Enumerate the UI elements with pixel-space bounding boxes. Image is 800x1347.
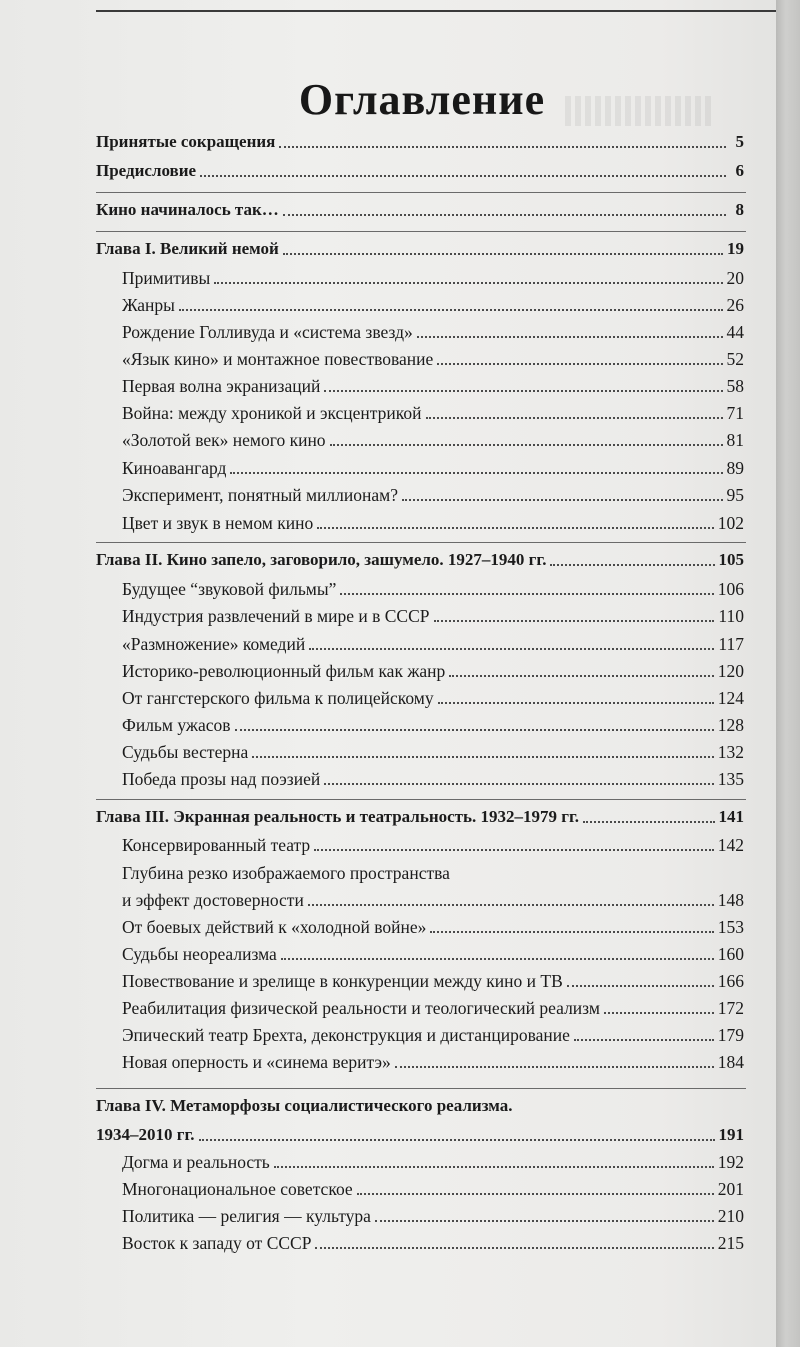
dot-leader bbox=[314, 848, 714, 851]
toc-page-number: 128 bbox=[717, 715, 744, 735]
toc-entry[interactable] bbox=[122, 968, 744, 994]
toc-page-number: 44 bbox=[726, 322, 744, 342]
toc-page-number: 117 bbox=[718, 634, 744, 654]
dot-leader bbox=[324, 389, 722, 392]
dot-leader bbox=[235, 728, 714, 731]
dot-leader bbox=[574, 1038, 714, 1041]
dot-leader bbox=[308, 903, 714, 906]
page-edge bbox=[776, 0, 800, 1347]
toc-entry[interactable] bbox=[122, 319, 744, 345]
dot-leader bbox=[567, 984, 714, 987]
toc-page-number: 102 bbox=[717, 513, 744, 533]
toc-entry[interactable] bbox=[122, 631, 744, 657]
toc-entry-title: Индустрия развлечений в мире и в СССР bbox=[122, 606, 430, 626]
toc-entry-title: Судьбы вестерна bbox=[122, 742, 249, 762]
dot-leader bbox=[309, 647, 714, 650]
toc-entry-title: Жанры bbox=[122, 295, 175, 315]
dot-leader bbox=[230, 471, 722, 474]
toc-entry-title: Консервированный театр bbox=[122, 835, 311, 855]
dot-leader bbox=[449, 674, 713, 677]
dot-leader bbox=[200, 174, 726, 177]
dot-leader bbox=[340, 592, 713, 595]
toc-entry[interactable] bbox=[122, 685, 744, 711]
toc-entry[interactable] bbox=[122, 766, 744, 792]
toc-page-number: 215 bbox=[717, 1233, 744, 1253]
toc-page-number: 179 bbox=[717, 1025, 744, 1045]
toc-entry[interactable] bbox=[122, 346, 744, 372]
dot-leader bbox=[330, 443, 723, 446]
toc-entry[interactable] bbox=[122, 373, 744, 399]
toc-entry-title: Догма и реальность bbox=[122, 1152, 270, 1172]
toc-entry[interactable] bbox=[122, 941, 744, 967]
toc-entry[interactable] bbox=[122, 482, 744, 508]
toc-entry-intro[interactable] bbox=[96, 197, 744, 223]
dot-leader bbox=[550, 563, 714, 566]
toc-entry-title: Война: между хроникой и эксцентрикой bbox=[122, 403, 422, 423]
dot-leader bbox=[430, 930, 713, 933]
toc-entry[interactable] bbox=[122, 995, 744, 1021]
dot-leader bbox=[283, 252, 723, 255]
dot-leader bbox=[281, 957, 714, 960]
toc-chapter-1[interactable] bbox=[96, 236, 744, 262]
toc-entry[interactable] bbox=[122, 1230, 744, 1256]
dot-leader bbox=[438, 701, 714, 704]
toc-page-number: 8 bbox=[735, 200, 744, 219]
toc-entry[interactable] bbox=[122, 1049, 744, 1075]
dot-leader bbox=[199, 1138, 715, 1141]
toc-entry-title: Глава II. Кино запело, заговорило, зашумело. 1927–1940 гг. bbox=[96, 550, 547, 569]
toc-entry[interactable] bbox=[122, 603, 744, 629]
toc-entry[interactable] bbox=[122, 427, 744, 453]
toc-entry-title: Эксперимент, понятный миллионам? bbox=[122, 485, 398, 505]
toc-entry[interactable] bbox=[122, 1022, 744, 1048]
dot-leader bbox=[375, 1219, 714, 1222]
toc-entry-title: Глава III. Экранная реальность и театральность. 1932–1979 гг. bbox=[96, 807, 580, 826]
toc-entry-title: Победа прозы над поэзией bbox=[122, 769, 321, 789]
toc-entry-title: Новая оперность и «синема веритэ» bbox=[122, 1052, 391, 1072]
toc-page-number: 184 bbox=[717, 1052, 744, 1072]
toc-entry-abbreviations[interactable] bbox=[96, 129, 744, 155]
toc-page-number: 192 bbox=[717, 1152, 744, 1172]
toc-page-number: 20 bbox=[726, 268, 744, 288]
toc-entry-title: Глава I. Великий немой bbox=[96, 239, 279, 258]
toc-entry[interactable] bbox=[122, 1149, 744, 1175]
toc-entry[interactable] bbox=[122, 832, 744, 858]
dot-leader bbox=[434, 619, 715, 622]
toc-page-number: 58 bbox=[726, 376, 744, 396]
toc-entry[interactable] bbox=[122, 455, 744, 481]
toc-entry[interactable] bbox=[122, 914, 744, 940]
section-divider bbox=[96, 192, 746, 193]
toc-entry-title: Фильм ужасов bbox=[122, 715, 231, 735]
toc-page-number: 19 bbox=[727, 239, 744, 258]
page-title: Оглавление bbox=[298, 75, 546, 124]
toc-entry-title: Судьбы неореализма bbox=[122, 944, 277, 964]
toc-page-number: 210 bbox=[717, 1206, 744, 1226]
toc-page-number: 124 bbox=[717, 688, 744, 708]
toc-entry-title: Принятые сокращения bbox=[96, 132, 276, 151]
toc-page-number: 95 bbox=[726, 485, 744, 505]
dot-leader bbox=[317, 526, 714, 529]
toc-entry[interactable] bbox=[122, 712, 744, 738]
toc-page-number: 71 bbox=[726, 403, 744, 423]
toc-entry-title: Кино начиналось так… bbox=[96, 200, 279, 219]
toc-page-number: 160 bbox=[717, 944, 744, 964]
section-divider bbox=[96, 542, 746, 543]
toc-page-number: 135 bbox=[717, 769, 744, 789]
toc-entry-title: Реабилитация физической реальности и теологический реализм bbox=[122, 998, 600, 1018]
toc-page-number: 191 bbox=[718, 1125, 744, 1144]
dot-leader bbox=[583, 820, 714, 823]
dot-leader bbox=[283, 213, 726, 216]
dot-leader bbox=[179, 308, 723, 311]
dot-leader bbox=[324, 782, 714, 785]
section-divider bbox=[96, 799, 746, 800]
toc-entry-title: Восток к западу от СССР bbox=[122, 1233, 312, 1253]
dot-leader bbox=[357, 1192, 714, 1195]
toc-entry-title: Повествование и зрелище в конкуренции между кино и ТВ bbox=[122, 971, 563, 991]
toc-entry-title: Историко-революционный фильм как жанр bbox=[122, 661, 446, 681]
toc-page-number: 105 bbox=[718, 550, 744, 569]
dot-leader bbox=[426, 416, 723, 419]
toc-entry-title: Многонациональное советское bbox=[122, 1179, 353, 1199]
toc-page-number: 81 bbox=[726, 430, 744, 450]
toc-entry[interactable] bbox=[122, 739, 744, 765]
toc-entry-title: Примитивы bbox=[122, 268, 211, 288]
toc-entry[interactable] bbox=[122, 265, 744, 291]
toc-page-number: 106 bbox=[717, 579, 744, 599]
toc-entry-preface[interactable] bbox=[96, 158, 744, 184]
toc-entry-title: Будущее “звуковой фильмы” bbox=[122, 579, 337, 599]
toc-entry-title: и эффект достоверности bbox=[122, 890, 304, 910]
toc-entry-first-line[interactable]: Глубина резко изображаемого пространства bbox=[122, 863, 450, 883]
toc-entry[interactable] bbox=[122, 292, 744, 318]
toc-entry-title: Политика — религия — культура bbox=[122, 1206, 371, 1226]
dot-leader bbox=[252, 755, 714, 758]
toc-page-number: 120 bbox=[717, 661, 744, 681]
toc-page-number: 132 bbox=[717, 742, 744, 762]
dot-leader bbox=[417, 335, 723, 338]
toc-entry-title: Цвет и звук в немом кино bbox=[122, 513, 314, 533]
toc-page-number: 26 bbox=[726, 295, 744, 315]
toc-page-number: 141 bbox=[718, 807, 744, 826]
toc-page-number: 148 bbox=[717, 890, 744, 910]
toc-entry-title: Первая волна экранизаций bbox=[122, 376, 321, 396]
toc-chapter-3[interactable] bbox=[96, 804, 744, 830]
dot-leader bbox=[604, 1011, 714, 1014]
toc-chapter-4[interactable] bbox=[96, 1122, 744, 1148]
toc-entry[interactable] bbox=[122, 1176, 744, 1202]
toc-chapter-4-first-line[interactable]: Глава IV. Метаморфозы социалистического реализма. bbox=[96, 1096, 513, 1115]
dot-leader bbox=[395, 1065, 714, 1068]
dot-leader bbox=[315, 1246, 713, 1249]
toc-entry-title: Киноавангард bbox=[122, 458, 227, 478]
toc-entry-title: Рождение Голливуда и «система звезд» bbox=[122, 322, 413, 342]
toc-entry-title: «Размножение» комедий bbox=[122, 634, 306, 654]
toc-entry[interactable] bbox=[122, 887, 744, 913]
section-divider bbox=[96, 1088, 746, 1089]
toc-page-number: 89 bbox=[726, 458, 744, 478]
toc-page-number: 153 bbox=[717, 917, 744, 937]
toc-page-number: 172 bbox=[717, 998, 744, 1018]
toc-entry[interactable] bbox=[122, 400, 744, 426]
toc-entry[interactable] bbox=[122, 1203, 744, 1229]
dot-leader bbox=[402, 498, 723, 501]
toc-entry-title: От боевых действий к «холодной войне» bbox=[122, 917, 427, 937]
toc-page-number: 142 bbox=[717, 835, 744, 855]
toc-page-number: 52 bbox=[726, 349, 744, 369]
toc-entry[interactable] bbox=[122, 576, 744, 602]
dot-leader bbox=[214, 281, 722, 284]
toc-page-number: 166 bbox=[717, 971, 744, 991]
toc-entry-title: Эпический театр Брехта, деконструкция и дистанцирование bbox=[122, 1025, 570, 1045]
dot-leader bbox=[274, 1165, 714, 1168]
section-divider bbox=[96, 231, 746, 232]
toc-page-number: 6 bbox=[735, 161, 744, 180]
toc-page-number: 5 bbox=[735, 132, 744, 151]
toc-entry[interactable] bbox=[122, 658, 744, 684]
toc-entry-title: 1934–2010 гг. bbox=[96, 1125, 195, 1144]
toc-page-number: 201 bbox=[717, 1179, 744, 1199]
toc-entry-title: От гангстерского фильма к полицейскому bbox=[122, 688, 434, 708]
toc-entry-title: «Золотой век» немого кино bbox=[122, 430, 326, 450]
toc-entry-title: «Язык кино» и монтажное повествование bbox=[122, 349, 434, 369]
toc-entry[interactable] bbox=[122, 510, 744, 536]
dot-leader bbox=[437, 362, 722, 365]
dot-leader bbox=[279, 145, 726, 148]
toc-entry-title: Предисловие bbox=[96, 161, 197, 180]
toc-page-number: 110 bbox=[718, 606, 744, 626]
toc-chapter-2[interactable] bbox=[96, 547, 744, 573]
